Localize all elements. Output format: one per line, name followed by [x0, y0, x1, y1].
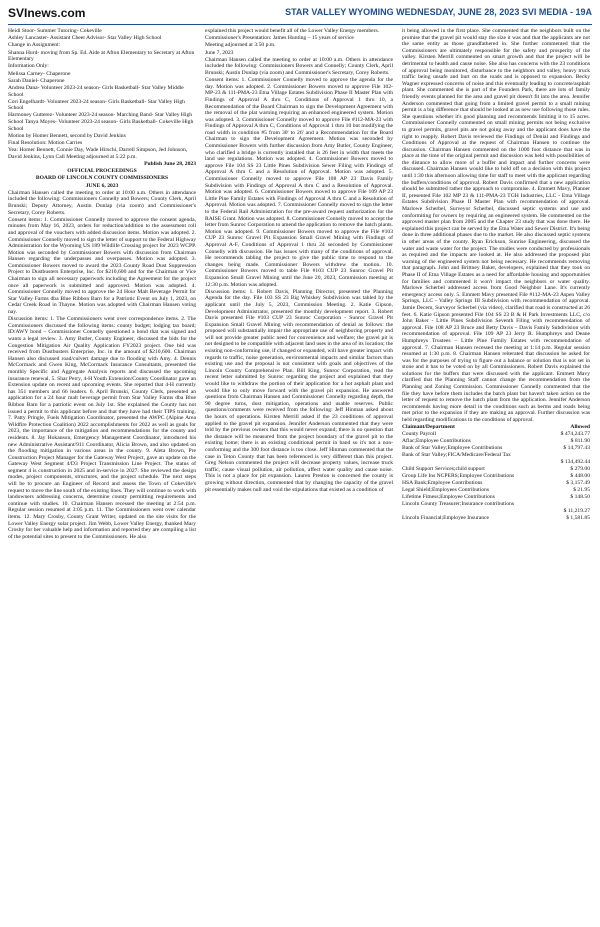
claims-row — [402, 501, 590, 508]
paragraph: Information Only: — [8, 63, 49, 70]
allowed-cell: $ 448.00 — [570, 473, 590, 480]
paragraph: explained this project would benefit all of the Lower Valley Energy members. — [205, 28, 380, 34]
paragraph: Discussion items: 1. Robert Davis, Planning Director, presented the Planning Agenda for the day. File 103 SS 23 Big Whiskey Subdivision was tabled by the applicant until the July 5, 2023, Commission Meeting. 2. Katie Gipson, Development Administrator, presented the monthly development report. 3. Robert Davis presented File #103 CUP 23 Sunroc Corporation - Sunroc Gravel Pit Expansion Small Gravel Mining with recommendation of denial as follows: the proposed will substantially impair the appropriate use of neighboring property and will not provide greater public need for convenience and welfare; the gravel pit is not designed to be compatible with adjacent land uses in the area of its location; the existing non-conforming use, if changed or expanded, will have greater impact with regards to traffic, noise generation, environmental impacts and similar factors than existing use and the proposal is not consistent with goals and objectives of the Lincoln County Comprehensive Plan. Bill King, Sunroc Corporation, read the recent letter submitted by Sunroc regarding the project and explained that they would like to withdraw the portion of their application for a hot asphalt plant and would like to only move forward with the gravel pit expansion. He answered questions from Chairman Hansen and Commissioner Connelly regarding depth, the 90 degree turns, dust mitigation, operations and usable reserves. Public questions/comments were received from the following: Jeff Hinman asked about the hours of operations. Kirsten Merrill asked if the 23 conditions of approval applied to the gravel pit expansion. Jennifer Anderson commented that they were told by the previous owners that this would never expand; there is no question that the distance will be measured from the project boundary of the gravel pit to the existing home; there is an existing conditional permit in band so it's not a non-conforming and the 300 foot distance is too close. Jeff Hinman commented that the case in Teton County that has been referenced is very different than this project. Greg Nelson commented the project will decrease property values, increase truck traffic, cause visual pollution, air pollution, affect water quality and cause noise. This is not a place for pit expansion. Lauren Preston is concerned the county is growing without direction, commented that by changing the capacity of the gravel pit essentially makes null and void the stipulations that existed as a condition of — [205, 288, 393, 493]
page-header — [8, 4, 592, 25]
paragraph: Cori Engelhardt- Volunteer 2023-24 season- Girls Basketball- Star Valley High School — [8, 98, 185, 112]
paragraph: Meeting adjourned at 3:50 p.m. — [205, 42, 276, 49]
column-3-body — [402, 28, 590, 424]
paragraph: Change in Assignment: — [8, 42, 61, 49]
site-name: SVInews.com — [8, 6, 86, 20]
heading-board: BOARD OF LINCOLN COUNTY COMMISSIONERS — [35, 175, 169, 182]
claimant-cell: Legal Shield;Employees Contributions — [402, 487, 490, 494]
allowed-cell: $ 148.50 — [570, 494, 590, 501]
column-2-body — [205, 28, 393, 493]
header-dateline: STAR VALLEY WYOMING WEDNESDAY, JUNE 28, 2023 SVI MEDIA - 19A — [285, 7, 592, 17]
claimant-cell: Lincoln County Treasurer;Insurance contributions — [402, 501, 515, 508]
claims-row — [402, 515, 590, 522]
claimant-cell — [402, 508, 551, 515]
claims-row — [402, 480, 590, 487]
paragraph: Consent items: 1. Commissioner Connelly moved to approve the consent agenda, minutes from May 16, 2023, orders for reduction/addition to the assessment roll and approval of the vouchers with added discussion items. Motion was adopted. 2. Commissioner Connelly moved to sign the letter of support to the Federal Highway Administration for the Wyoming US 189 Wildlife Crossing project for 2023 WCPP. Motion was seconded by Commissioner Bowers with discussion from Chairman Hansen regarding the underpasses and overpasses. Motion was adopted. 3. Commissioner Bowers moved to award the 2023 County Road Dust Suppression Project to Dustbusters Enterprise, Inc. for $210,600 and for the Chairman or Vice Chairman to sign all necessary paperwork including the Agreement for the project once all paperwork is submitted and approved. Motion was adopted. 4. Commissioner Connelly moved to approve the 24 Hour Malt Beverage Permit for Star Valley Farms dba Blue Ribbon Barn for a Patriotic Event on July 1, 2023, on Cedar Creek Road in Thayne. Motion was adopted with Chairman Hansen voting nay. — [8, 216, 196, 316]
allowed-cell: $ 11,219.27 — [563, 508, 590, 515]
claimant-cell: Group Life Ins NCPERS;Employee Contributions — [402, 473, 515, 480]
allowed-cell: $ 3,157.49 — [566, 480, 590, 487]
paragraph: Heidi Stoor- Summer Tutoring- Cokeville — [8, 28, 102, 34]
paragraph: it being allowed in the first place. She commented that the neighbors built on the promise that the gravel pit would stay the size it was and that the applicants are not the same entity as those grandfathered in. She further commented that the Commissioners are ultimately responsible for the safety and prosperity of the valley. Kirsten Merrill commented on smart growth and that the project will be detrimental to health and cause noise. She also has concerns with the 23 conditions of approval being monitored, disturbance to the neighbors and valley, heavy truck traffic being unsafe and hurt on the roads and is opposed to expansion. Becky Wagner expressed concerns of noise and this eventually leading to concrete/asphalt plant. She commented she is part of the Founders Park, there are lots of family friendly events planned for the area and gravel pit doesn't fit into the area. Jennifer Anderson commented that going from a limited gravel permit to a small mining permit is a big difference that should be looked at as new use following those rules. She questions whether it's good planning and recommends limiting it to 15 acres. Commissioner Connelly commented on small mining permits not being exclusive to gravel permits, gravel pits are not going away and the applicant does have the right to reapply. Robert Davis reviewed the Findings of Denial and Findings and Conditions of Approval at the request of Chairman Hansen to continue the discussion. Chairman Hansen commented on the 1000 foot distance that was in place at the time of the original permit and discussion was held with possibilities of the distance to allow more of a buffer and impact and further concerns were discussed. Chairman Hansen would like to hold off on a decision with this project until 1:30 this afternoon allowing time for staff to meet with the applicant regarding the buffers/conditions of approval. Robert Davis confirmed that a new application should be submitted rather the approach to compromise. 4. Emmett Mavy, Planner II, presented File 102 MP 23 & 111-PMA-23 TGH Industries, LLC - Etna Village Estates Subdivision Phase II Master Plan with recommendation of approval. Marlowe Scherbel, Surveyor Scherbel, discussed septic systems and use and conformiting for owners by requiring an engineered system. He commented on the approved master plan from 2005 and the Chapter 23 study that was done there. He explained this project can be served by the Etna Water and Sewer District. It's being done in three additional phases due to the market. He also discussed septic systems in other areas of the county. Ryan Erickson, Sunrise Engineering, discussed the water and waste water for the project. The studies were conducted by professionals as required and the impacts are looked at. He also addressed the proposed plat warning of the engineered system not being necessary. He recommends removing that paragraph. John and Brittney Baker, developers, explained that they took on Phase II of Etna Village Estates as a need for affordable housing and opportunities for families and commented it won't impact the neighbors or water quality. Marlowe Scherbel addressed access from Good Neighbor Lane. It's currently emergency access only. 5. Emmett Mavy presented File #112-MA-23 Aspen Valley Springs, LLC - Valley Springs III Subdivision with recommendation of approval. Jamie Decem, Surveyor Scherbel (via video), clarified that road is constructed at 26 feet. 6. Katie Gipson presented File 104 SS 23 B & H Park Investments LLC, c/o John Baker - Little Pines Subdivision Seventh Filing with recommendation of approval. File 108 AP 23 Bruce and Betty Davis – Davis Family Subdivision with recommendation of approval. File 109 AP 23 Jerry R. Humphreys and Deane Humphreys Trustees – Little Pine Family Estates with recommendation of approval. 7. Chairman Hansen recessed the meeting at 1:14 p.m. Regular session resumed at 1:30 p.m. 8. Chairman Hansen reiterated that discussion he asked for was for the purposes of trying to figure out a balance or solution that is not set in stone and it has to be voted on by all Commissioners. Robert Davis explained the solutions for the buffers that were discussed with the applicant. Emmett Mavy clarified that the Planning Staff cannot change the recommendation from the Planning and Zoning Commission. Commissioner Connelly commented that the file they have before them includes the batch plant but haven't taken action on the letter of request to remove the batch plant from the application. Jennifer Anderson recommends having more detail in the conditions such as berms and roads being met prior to the expansion if they are making an approval. Further discussion was held regarding modifications to the conditions of approval. — [402, 28, 590, 424]
paragraph: Melissa Carney- Chaperone — [8, 70, 71, 77]
claimant-cell: Bank of Star Valley;FICA/Medicare/Federal Tax — [402, 452, 511, 459]
paragraph: Final Resolution: Motion Carries — [8, 140, 83, 147]
claims-row — [402, 473, 590, 480]
column-1-body — [8, 190, 196, 541]
paragraph: Commissioner's Presentation: James Hunting – 15 years of service — [205, 35, 354, 42]
claimant-cell: County Payroll — [402, 431, 437, 438]
paragraph: June 7, 2023 — [205, 49, 234, 56]
allowed-cell: $ 1,581.85 — [566, 515, 590, 522]
allowed-cell: $ 21.95 — [573, 487, 590, 494]
paragraph: Motion by Homer Bennett, second by David Jenkins — [8, 132, 126, 139]
allowed-cell: $ 474,243.77 — [560, 431, 590, 438]
claims-table — [402, 424, 590, 522]
paragraph: Andrea Dana- Volunteer 2023-24 season- Girls Basketball- Star Valley Middle School — [8, 84, 184, 98]
claimant-cell: Aflac;Employee Contributions — [402, 438, 471, 445]
column-2 — [205, 28, 393, 923]
heading-date: JUNE 6, 2023 — [85, 182, 119, 189]
claimant-cell — [402, 459, 551, 466]
heading-official-proceedings: OFFICIAL PROCEEDINGS — [67, 168, 137, 175]
claims-row — [402, 508, 590, 515]
paragraph: Ashley Lancaster- Assistant Cheer Advisor- Star Valley High School — [8, 35, 162, 42]
staff-list — [8, 28, 196, 160]
paragraph: Shanna Hurd- moving from Sp. Ed. Aide at Afton Elementary to Secretary at Afton Elementary — [8, 49, 195, 63]
allowed-cell: $ 14,797.43 — [563, 445, 590, 452]
column-1 — [8, 28, 196, 923]
publish-line: Publish June 28, 2023 — [144, 161, 196, 167]
paragraph: Consent items: 1. Commissioner Connelly moved to approve the agenda for the day. Motion was adopted. 2. Commissioner Bowers moved to approve File 102-MP-23 & 111-PMA-23 Etna Village Estates Subdivision Phase II Master Plan with Findings of Approval A thru C, Conditions of Approval 1 thru 10, a Recommendation of the Board Chairman to sign the Development Agreement with the removal of the plat warning requiring an enhanced engineered system. Motion was adopted. 3. Commissioner Connelly moved to approve File #112-MA-23 with Findings of Approval A thru C, Conditions of Approval 1 thru 10 but modifying the road width in condition #5 from 30' to 26' and a Recommendation for the Board Chairman to sign the Development Agreement. Motion was seconded by Commissioner Bowers with further discussion from Amy Butler, County Engineer, who clarified a bridge is currently installed that is 26 feet in width that meets the land use regulations. Motion was adopted. 4. Commissioner Bowers moved to approve File 104 SS 23 Little Pines Subdivision Sewer Filing with Findings of Approval A thru C and a Resolution of Approval. Motion was adopted. 5. Commissioner Connelly moved to approve File 108 AP 23 Davis Family Subdivision with Findings of Approval A thru C and a Resolution of Approval. Motion was adopted. 6. Commissioner Bowers moved to approve File 109 AP 23 Little Pine Family Estates with Findings of Approval A thru C and a Resolution of Approval. Motion was adopted. 7. Commissioner Connelly moved to sign the letter to the Federal Rail Administration for the pre-award request authorization for the RAISE Grant. Motion was adopted. 8. Commissioner Connelly moved to accept the letter from Sunroc Corporation to amend the application to remove the batch plants. Motion was adopted. 9. Commissioner Bowers moved to approve the File #103 CUP 23 Sunroc Gravel Pit Expansion Small Gravel Mining with Findings of Approval A-F, Conditions of Approval 1 thru 24 seconded by Commissioner Connelly with discussion. He has issues with many of the conditions of approval. He recommends tabling the project to give the public time to respond to the changes being made. Commissioner Bowers withdrew the motion. 10. Commissioner Bowers moved to table File #103 CUP 23 Sunroc Gravel Pit Expansion Small Gravel Mining until the June 20, 2023, Commission meeting at 12:30 p.m. Motion was adopted. — [205, 77, 393, 288]
paragraph: Discussion items: 1. The Commissioners went over correspondence items. 2. The Commissioners discussed the following items: county budget; lodging tax board; ID/AWY bond – Commissioner Connelly questioned a bond that was signed and wants a legal review. 3. Amy Butler, County Engineer, discussed the bids for the Congestion Mitigation Air Quality Application FY2023 project. One bid was received from Dustbusters Enterprise, Inc. in the amount of $210,600. Chairman Hansen also discussed road/culvert damage due to flooding with Amy. 4. Dennis McCormack and Gwen King, McCormack Insurance Consultants, presented the monthly Specific and Aggregate Analysis reports and discussed the upcoming insurance renewal. 5. Shar Perry, 4-H Youth Extension/County Coordinator gave an Extension update on recent and upcoming events. She reported that 4-H currently has 351 members and 66 leaders. 6. April Brunski, County Clerk, presented an application for a 24 hour malt beverage permit from Star Valley Farms dba Blue Ribbon Barn for a patriotic event on July 1st. She explained the County has not issued a permit to this applicant before and that they have had their TIPS training. 7. Patty Pringle, Fuels Mitigation Coordinator, presented the AWPC (Alpine Area Wildfire Protection Coalition) 2022 accomplishments for 2022 as well as goals for 2023, the importance of the mitigation and recommendations for the county and residents. 8. Jay Hokanson, Emergency Management Coordinator, introduced his new Administrative Assistant/911 Coordinator, Alicia Brown, and also updated on the flooding mitigation in various areas in the county. 9. Aleta Brown, Pre Construction Project Manager for the Gateway West Project, gave an update on the Gateway West Segment 4/D3 Project Transmission Line Project. The status of segment 4 is construction in 2025 and in-service in 2027. She reviewed the design modes, project components, structures, and the project schedule. The next steps will be to procure an Engineer of Record and assess the Town of Cokeville's request to move the line south of the existing lines. They will continue to work with landowners addressing concerns, determine county permitting requirements and continue with studies. 10. Chairman Hansen recessed the meeting at 2:54 p.m. Regular session resumed at 3:05 p.m. 11. The Commissioners went over calendar items. 12. Mary Crosby, County Grant Writer, updated on the site visits for the Lower Valley Energy solar project. Jim Webb, Lower Valley Energy, thanked Mary Crosby for her valuable help and information and reported they are compiling a list of the potential sites to present to the Commissioners. He also — [8, 316, 196, 540]
allowed-cell: $ 811.90 — [570, 438, 590, 445]
allowed-header: Allowed — [570, 424, 590, 431]
column-3 — [402, 28, 590, 923]
claimant-cell: Lincoln Financial;Employee Insurance — [402, 515, 489, 522]
claimant-cell: Lifetime Fitness;Employee Contributions — [402, 494, 495, 501]
paragraph: Chairman Hansen called the meeting to order at 10:00 a.m. Others in attendance included the following: Commissioners Connelly and Bowers; County Clerk, April Brunski; Deputy Attorney, Austin Dunlap (via zoom) and Commissioner's Secretary, Corey Roberts. — [8, 189, 196, 216]
claimant-header: Claimant/Department — [402, 424, 455, 431]
paragraph: Sarah Daniel- Chaperone — [8, 77, 65, 84]
claims-row — [402, 494, 590, 501]
allowed-cell: $ 134,492.44 — [560, 459, 590, 466]
claimant-cell: Bank of Star Valley;Employee Contributions — [402, 445, 503, 452]
claimant-cell: HSA Bank;Employee Contributions — [402, 480, 483, 487]
paragraph: Harmoney Gutterez- Volunteer 2023-24 season- Marching Band- Star Valley High School Tanya Moyes- Volunteer 2023-24 season- Girls Basketball- Cokeville High School — [8, 112, 194, 132]
claimant-cell: Child Support Services;child support — [402, 466, 485, 473]
claims-row — [402, 459, 590, 466]
paragraph: Chairman Hansen called the meeting to order at 10:00 a.m. Others in attendance included the following: Commissioners Bowers and Connelly; County Clerk, April Brunski; Austin Dunlap (via zoom) and Commissioner's Secretary, Corey Roberts. — [205, 56, 393, 76]
allowed-cell: $ 279.00 — [570, 466, 590, 473]
paragraph: Yea: Homer Bennett, Connie Day, Wade Hirschi, Darrell Simpson, Jed Johnson, David Jenkins, Lynn Call Meeting adjourned at 5:22 p.m. — [8, 147, 188, 160]
